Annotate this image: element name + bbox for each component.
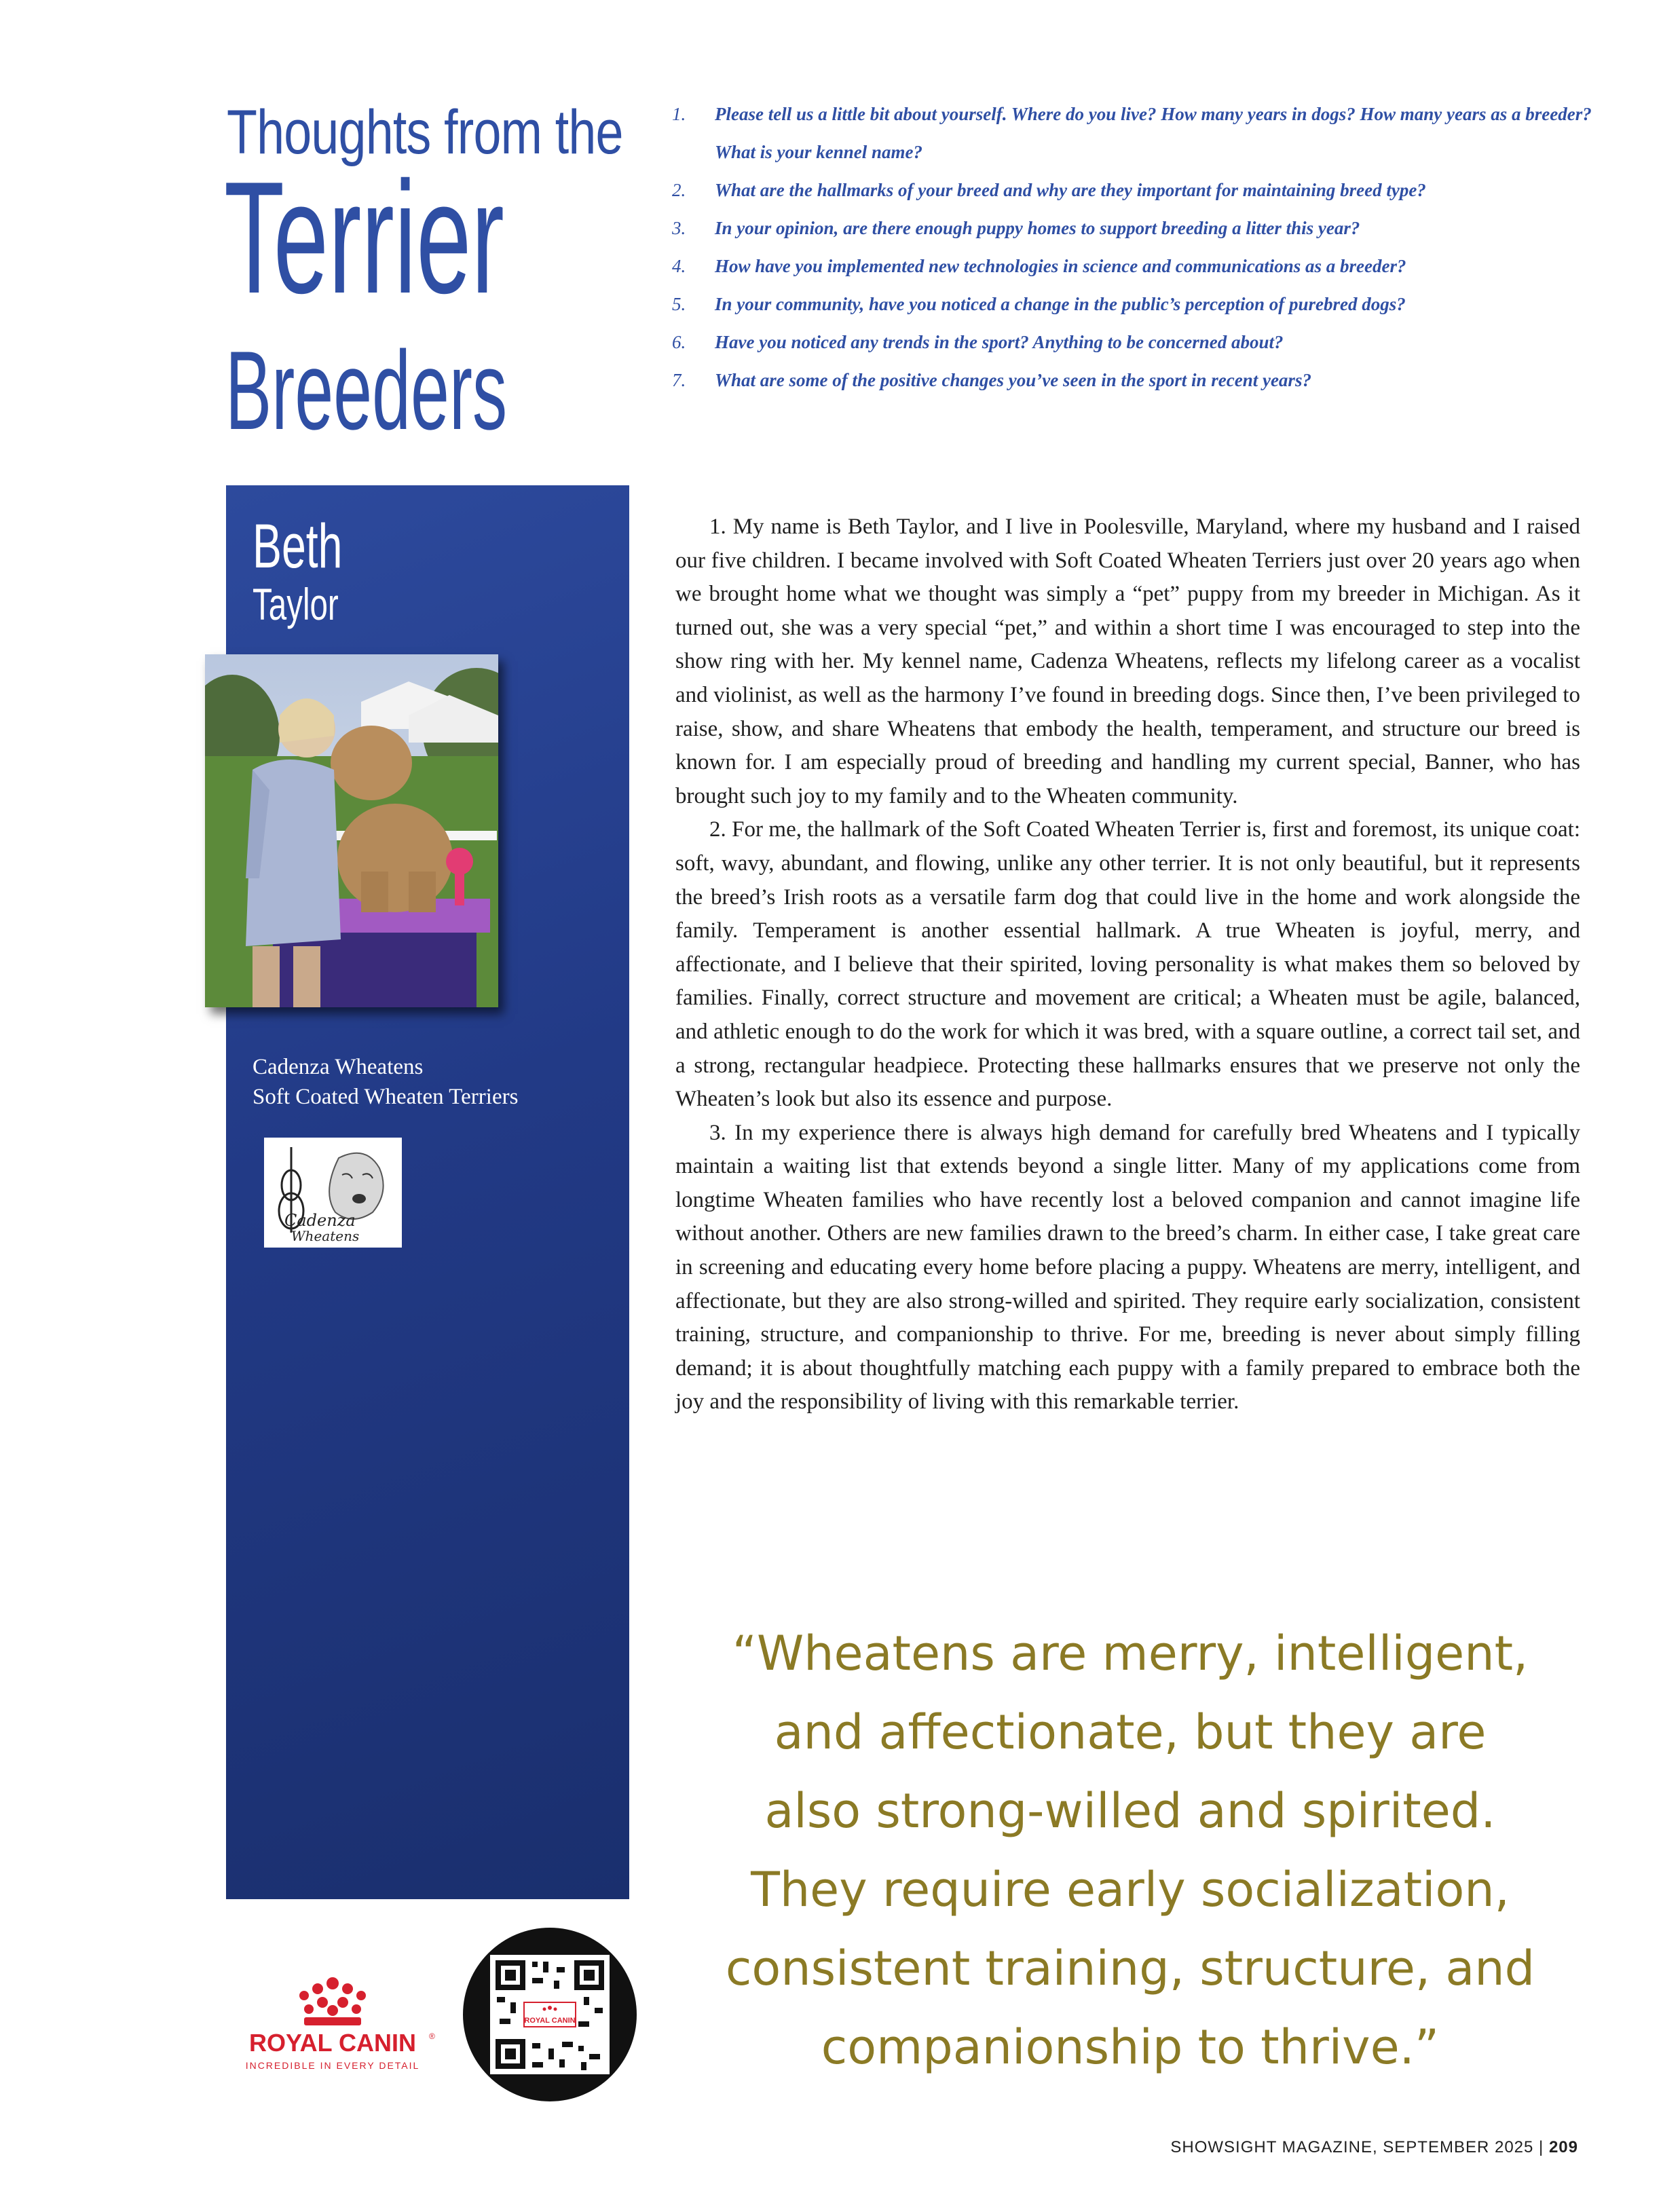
answer-paragraph-3: 3. In my experience there is always high demand for carefully bred Wheatens and I typically maintain a waiting list that extends beyond a single litter. Many of my applications come from longtime Wheaten families who have recently lost a beloved companion and cannot imagine life without another. Others are new families drawn to the breed’s charm. In either case, I take great care in screening and educating every home before placing a puppy. Wheatens are merry, intelligent, and affectionate, but they are also strong-willed and spirited. They require early socialization, consistent training, structure, and companionship to thrive. For me, breeding is never about simply filling demand; it is about thoughtfully matching each puppy with a family prepared to embrace both the joy and the responsibility of living with this remarkable terrier. bbox=[675, 1120, 1580, 1415]
pull-quote-line: companionship to thrive.” bbox=[821, 2019, 1440, 2075]
question-text: What are some of the positive changes you’ve seen in the sport in recent years? bbox=[715, 370, 1311, 390]
question-text: Have you noticed any trends in the sport? Anything to be concerned about? bbox=[715, 332, 1284, 352]
royal-canin-crown-icon bbox=[224, 1968, 441, 2077]
kennel-logo-text-1: Cadenza bbox=[284, 1211, 356, 1230]
question-text: Please tell us a little bit about yourself. Where do you live? How many years in dogs? How many years as a breeder? What is your kennel name? bbox=[715, 104, 1592, 162]
question-number: 3. bbox=[672, 218, 686, 238]
qr-brand-label: ROYAL CANIN bbox=[524, 2017, 576, 2025]
article-body bbox=[675, 510, 1580, 1419]
royal-canin-wordmark: ROYAL CANIN bbox=[248, 2029, 417, 2057]
title-line-2: Terrier bbox=[224, 148, 504, 326]
question-item bbox=[672, 361, 1595, 399]
question-item bbox=[672, 247, 1595, 285]
page-number: 209 bbox=[1548, 2138, 1578, 2156]
question-text: In your community, have you noticed a change in the public’s perception of purebred dogs? bbox=[715, 294, 1406, 314]
title-line-3: Breeders bbox=[225, 328, 508, 453]
question-item bbox=[672, 209, 1595, 247]
question-number: 5. bbox=[672, 294, 686, 314]
breeder-last-name: Taylor bbox=[253, 579, 339, 629]
question-number: 4. bbox=[672, 256, 686, 276]
pull-quote-line: also strong-willed and spirited. bbox=[764, 1783, 1496, 1839]
question-number: 2. bbox=[672, 180, 686, 200]
publication-name: SHOWSIGHT MAGAZINE, SEPTEMBER 2025 bbox=[1170, 2138, 1534, 2156]
pull-quote-line: “Wheatens are merry, intelligent, bbox=[732, 1626, 1529, 1681]
question-number: 6. bbox=[672, 332, 686, 352]
question-number: 7. bbox=[672, 370, 686, 390]
answer-paragraph-1: 1. My name is Beth Taylor, and I live in Poolesville, Maryland, where my husband and I raised our five children. I became involved with Soft Coated Wheaten Terriers just over 20 years ago when we brought home what we thought was simply a “pet” puppy from my breeder in Michigan. As it turned out, she was a very special “pet,” and within a short time I was encouraged to step into the show ring with her. My kennel name, Cadenza Wheatens, reflects my lifelong career as a vocalist and violinist, as well as the harmony I’ve found in breeding dogs. Since then, I’ve been privileged to raise, show, and share Wheatens that embody the health, temperament, and structure our breed is known for. I am especially proud of breeding and handling my current special, Banner, who has brought such joy to my family and to the Wheaten community. bbox=[675, 514, 1580, 808]
kennel-logo bbox=[264, 1138, 402, 1248]
breeder-photo-illustration bbox=[205, 654, 498, 1007]
royal-canin-tagline: INCREDIBLE IN EVERY DETAIL bbox=[245, 2060, 420, 2071]
registered-mark: ® bbox=[429, 2032, 435, 2041]
question-item bbox=[672, 285, 1595, 323]
question-item bbox=[672, 323, 1595, 361]
pull-quote-line: They require early socialization, bbox=[751, 1862, 1510, 1917]
pull-quote-line: and affectionate, but they are bbox=[774, 1704, 1487, 1760]
qr-code-icon bbox=[462, 1926, 638, 2103]
footer-separator: | bbox=[1539, 2138, 1544, 2156]
kennel-name: Cadenza Wheatens bbox=[253, 1055, 424, 1079]
royal-canin-logo bbox=[224, 1968, 441, 2077]
breeder-first-name: Beth bbox=[253, 512, 343, 581]
question-number: 1. bbox=[672, 104, 686, 124]
kennel-breed: Soft Coated Wheaten Terriers bbox=[253, 1085, 519, 1109]
page-footer bbox=[1170, 2138, 1578, 2157]
question-text: How have you implemented new technologies in science and communications as a breeder? bbox=[715, 256, 1406, 276]
question-text: What are the hallmarks of your breed and why are they important for maintaining breed type? bbox=[715, 180, 1426, 200]
question-item bbox=[672, 95, 1595, 171]
kennel-logo-text-2: Wheatens bbox=[291, 1228, 360, 1244]
answer-paragraph-2: 2. For me, the hallmark of the Soft Coated Wheaten Terrier is, first and foremost, its unique coat: soft, wavy, abundant, and flowing, unlike any other terrier. It is not only beautiful, but it represents the breed’s Irish roots as a versatile farm dog that could live in the home and work alongside the family. Temperament is another essential hallmark. A true Wheaten is joyful, merry, and affectionate, and I believe that their spirited, loving personality is what makes them so beloved by families. Finally, correct structure and movement are critical; a Wheaten must be agile, balanced, and athletic enough to do the work for which it was bred, with a square outline, a correct tail set, and a strong, rectangular headpiece. Protecting these hallmarks ensures that we preserve not only the Wheaten’s look but also its essence and purpose. bbox=[675, 817, 1580, 1112]
pull-quote-line: consistent training, structure, and bbox=[725, 1941, 1535, 1996]
kennel-logo-art bbox=[264, 1138, 402, 1248]
title-line-1: Thoughts from the bbox=[227, 98, 623, 167]
questions-list bbox=[672, 95, 1595, 399]
qr-code[interactable] bbox=[462, 1926, 638, 2103]
question-item bbox=[672, 171, 1595, 209]
question-text: In your opinion, are there enough puppy homes to support breeding a litter this year? bbox=[715, 218, 1360, 238]
pull-quote bbox=[679, 1614, 1582, 2087]
breeder-photo bbox=[205, 654, 498, 1007]
